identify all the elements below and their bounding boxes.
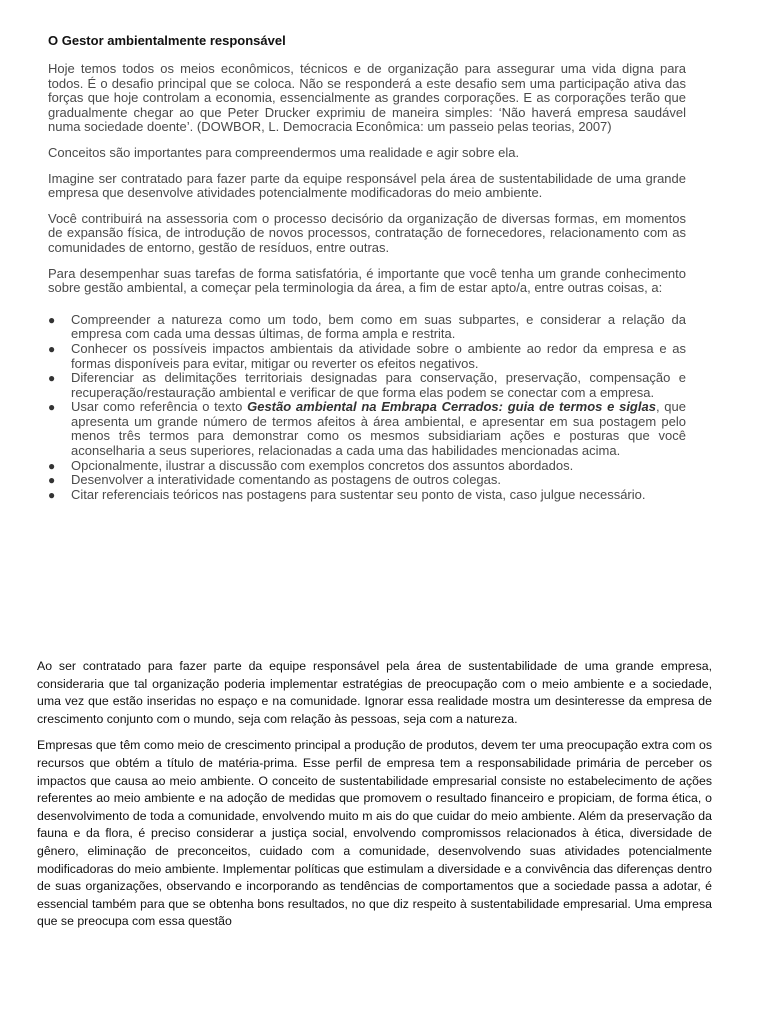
bullet-icon: ● [48,371,56,386]
reference-title: Gestão ambiental na Embrapa Cerrados: guia de termos e siglas [247,399,656,415]
bullet-icon: ● [48,458,56,473]
scenario-paragraph: Imagine ser contratado para fazer parte da equipe responsável pela área de sustentabilidade de uma grande empresa que desenvolve atividades potencialmente modificadoras do meio ambiente. [48,170,686,201]
task-list-item [48,457,686,474]
answer-section [37,658,712,940]
bullet-icon: ● [48,487,56,502]
bullet-icon: ● [48,341,56,356]
document-title: O Gestor ambientalmente responsável [48,33,286,48]
task-list-item [48,340,686,371]
concepts-paragraph: Conceitos são importantes para compreendermos uma realidade e agir sobre ela. [48,144,520,160]
task-list [48,313,686,503]
task-text: Citar referenciais teóricos nas postagens para sustentar seu ponto de vista, caso julgue necessário. [71,486,646,502]
task-text: Desenvolver a interatividade comentando as postagens de outros colegas. [71,472,501,488]
task-text: Diferenciar as delimitações territoriais designadas para conservação, preservação, compensação e recuperação/restauração ambiental e verificar de que forma elas podem se conectar com a empresa. [71,370,686,400]
answer-paragraph: Ao ser contratado para fazer parte da equipe responsável pela área de sustentabilidade de uma grande empresa, consideraria que tal organização poderia implementar estratégias de preocupação com o meio ambiente e a sociedade, uma vez que estão inseridas no espaço e na comunidade. Ignorar essa realidade mostra um desinteresse da empresa de crescimento conjunto com o mundo, seja com relação às pessoas, seja com a natureza. [37,659,712,726]
task-list-item [48,472,686,488]
task-list-item [48,370,686,400]
task-text-prefix: Usar como referência o texto [71,399,248,415]
task-text: Conhecer os possíveis impactos ambientais da atividade sobre o ambiente ao redor da empresa e as formas disponíveis para evitar, mitigar ou reverter os efeitos negativos. [71,340,686,371]
tasks-intro-paragraph: Para desempenhar suas tarefas de forma satisfatória, é importante que você tenha um grande conhecimento sobre gestão ambiental, a começar pela terminologia da área, a fim de estar apto/a, entre outras coisas, a: [48,265,686,296]
task-list-item [48,486,686,503]
bullet-icon: ● [48,312,56,327]
task-list-item [48,399,686,459]
assignment-section [48,33,686,502]
task-text: Compreender a natureza como um todo, bem como em suas subpartes, e considerar a relação da empresa com cada uma dessas últimas, de forma ampla e restrita. [71,311,686,342]
task-text-suffix: , que apresenta um grande número de termos afeitos à área ambiental, e apresentar em sua postagem pelo menos três termos para demonstrar como os mesmos subsidiariam ações e posturas que você aconselharia a seus superiores, relacionadas a cada uma das habilidades mencionadas acima. [71,399,686,459]
task-list-item [48,311,686,342]
answer-paragraph: Empresas que têm como meio de crescimento principal a produção de produtos, devem ter uma preocupação extra com os recursos que obtém a título de matéria-prima. Esse perfil de empresa tem a responsabilidade primária de perceber os impactos que causa ao meio ambiente. O conceito de sustentabilidade empresarial consiste no estabelecimento de ações referentes ao meio ambiente e na adoção de medidas que promovem o resultado financeiro e propiciam, de forma ética, o desenvolvimento de toda a comunidade, envolvendo muito m ais do que cuidar do meio ambiente. Além da preservação da fauna e da flora, é preciso considerar a justiça social, envolvendo compromissos relacionados à ética, diversidade de gênero, eliminação de preconceitos, cuidado com a comunidade, desenvolvendo suas atividades potencialmente modificadoras do meio ambiente. Implementar políticas que estimulam a diversidade e a convivência das diferenças dentro de suas organizações, observando e incorporando as tendências de comportamentos que a sociedade passa a adotar, é essencial também para que se obtenha bons resultados, no que diz respeito à sustentabilidade empresarial. Uma empresa que se preocupa com essa questão [37,738,712,929]
intro-quote-paragraph: Hoje temos todos os meios econômicos, técnicos e de organização para assegurar uma vida digna para todos. É o desafio principal que se coloca. Não se responderá a este desafio sem uma participação ativa das forças que hoje controlam a economia, essencialmente as grandes corporações. E as corporações terão que gradualmente chegar ao que Peter Drucker exprimiu de maneira simples: ‘Não haverá empresa saudável numa sociedade doente’. (DOWBOR, L. Democracia Econômica: um passeio pelas teorias, 2007) [48,61,686,135]
bullet-icon: ● [48,400,56,415]
role-paragraph: Você contribuirá na assessoria com o processo decisório da organização de diversas formas, em momentos de expansão física, de introdução de novos processos, contratação de fornecedores, relacionamento com as comunidades de entorno, gestão de resíduos, entre outras. [48,210,686,255]
bullet-icon: ● [48,473,56,488]
task-text: Opcionalmente, ilustrar a discussão com exemplos concretos dos assuntos abordados. [71,457,574,473]
